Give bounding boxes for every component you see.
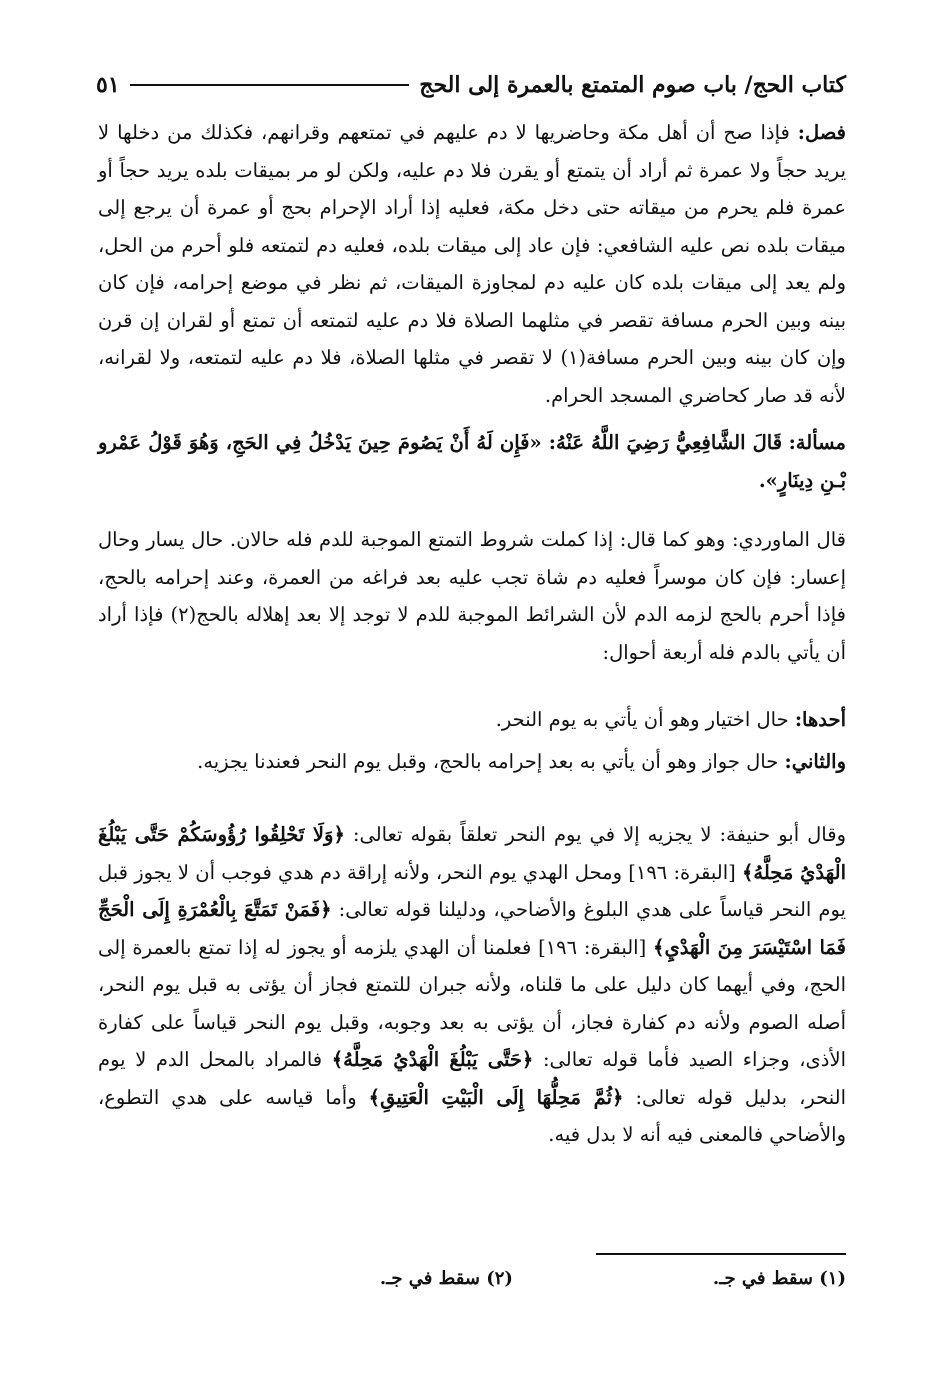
abu-hanifa-text-5: وأما قياسه على هدي التطوع، والأضاحي فالمعنى فيه أنه لا بدل فيه. bbox=[98, 1085, 846, 1146]
state2-paragraph bbox=[98, 743, 846, 781]
abu-hanifa-paragraph bbox=[98, 816, 846, 1154]
page-number: ٥١ bbox=[96, 72, 120, 98]
state2-text: حال جواز وهو أن يأتي به بعد إحرامه بالحج، وقبل يوم النحر فعندنا يجزيه. bbox=[197, 749, 779, 773]
state2-label: والثاني: bbox=[784, 749, 846, 773]
fasl-paragraph bbox=[98, 114, 846, 414]
masala-text: قَالَ الشَّافِعِيُّ رَضِيَ اللَّهُ عَنْهُ: «فَإِن لَهُ أَنْ يَصُومَ حِينَ يَدْخُلُ فِي الحَجِ، وَهُوَ قَوْلُ عَمْرو بْـنِ دِينَارٍ». bbox=[98, 431, 846, 492]
quran-quote-2: ﴿فَمَنْ تَمَتَّعَ بِالْعُمْرَةِ إِلَى الْحَجِّ فَمَا اسْتَيْسَرَ مِنَ الْهَدْيِ﴾ bbox=[98, 898, 846, 959]
running-header bbox=[96, 62, 846, 108]
header-rule bbox=[130, 84, 410, 86]
fasl-label: فصل: bbox=[797, 121, 846, 144]
state1-paragraph bbox=[98, 701, 846, 739]
header-title: كتاب الحج/ باب صوم المتمتع بالعمرة إلى الحج bbox=[419, 72, 846, 98]
footnote-2: (٢) سقط في جـ. bbox=[379, 1268, 513, 1289]
quran-quote-4: ﴿ثُمَّ مَحِلُّهَا إِلَى الْبَيْتِ الْعَتِيقِ﴾ bbox=[368, 1085, 624, 1109]
abu-hanifa-text-3: [البقرة: ١٩٦] فعلمنا أن الهدي يلزمه أو يجوز له إذا تمتع بالعمرة إلى الحج، وفي أيهما كان دليل على ما قلناه، ولأنه جبران للتمتع فجاز أن يؤتى به قبل يوم النحر، أصله الصوم ولأنه دم كفارة فجاز، أن يؤتى به بعد وجوبه، وقبل يوم النحر قياساً على كفارة الأذى، وجزاء الصيد فأما قوله تعالى: bbox=[98, 935, 847, 1071]
mawardi-text: قال الماوردي: وهو كما قال: إذا كملت شروط التمتع الموجبة للدم فله حالان. حال يسار وحال إعسار: فإن كان موسراً فعليه دم شاة تجب عليه بعد فراغه من العمرة، وعند إحرامه بالحج، فإذا أحرم بالحج لزمه الدم لأن الشرائط الموجبة للدم لا توجد إلا بعد إهلاله بالحج(٢) فإذا أراد أن يأتي بالدم فله أربعة أحوال: bbox=[98, 528, 846, 664]
abu-hanifa-text-1: وقال أبو حنيفة: لا يجزيه إلا في يوم النحر تعلقاً بقوله تعالى: bbox=[352, 823, 846, 846]
state1-text: حال اختيار وهو أن يأتي به يوم النحر. bbox=[495, 708, 789, 731]
masala-paragraph bbox=[98, 424, 846, 499]
footnote-divider bbox=[596, 1253, 846, 1255]
abu-hanifa-text-2: [البقرة: ١٩٦] ومحل الهدي يوم النحر، ولأنه إراقة دم هدي فوجب أن لا يجوز قبل يوم النحر قياساً على هدي البلوغ والأضاحي، ودليلنا قوله تعالى: bbox=[98, 860, 846, 921]
quran-quote-1: ﴿وَلَا تَحْلِقُوا رُؤُوسَكُمْ حَتَّى يَبْلُغَ الْهَدْيُ مَحِلَّهُ﴾ bbox=[98, 823, 846, 884]
abu-hanifa-text-4: فالمراد بالمحل الدم لا يوم النحر، بدليل قوله تعالى: bbox=[98, 1048, 847, 1109]
footnotes bbox=[98, 1268, 846, 1289]
fasl-text: فإذا صح أن أهل مكة وحاضريها لا دم عليهم في تمتعهم وقرانهم، فكذلك من دخلها لا يريد حجاً ولا عمرة ثم أراد أن يتمتع أو يقرن فلا دم عليه، ولكن لو مر بميقات بلده يريد حجاً أو عمرة فلم يحرم من ميقاته حتى دخل مكة، فعليه إذا أراد الإحرام بحج أو عمرة أن يرجع إلى ميقات بلده نص عليه الشافعي: فإن عاد إلى ميقات بلده، فعليه دم لتمتعه فلو أحرم من الحل، ولم يعد إلى ميقات بلده كان عليه دم لمجاوزة الميقات، ثم نظر في موضع إحرامه، فإن كان بينه وبين الحرم مسافة تقصر في مثلهما الصلاة فلا دم عليه لتمتعه أن تمتع أو لقران إن قرن وإن كان بينه وبين الحرم مسافة(١) لا تقصر في مثلها الصلاة، فلا دم عليه لتمتعه، ولا لقرانه، لأنه قد صار كحاضري المسجد الحرام. bbox=[98, 121, 846, 407]
footnote-1: (١) سقط في جـ. bbox=[712, 1268, 846, 1289]
mawardi-paragraph bbox=[98, 521, 846, 671]
main-text bbox=[98, 114, 846, 1154]
state1-label: أحدها: bbox=[794, 708, 846, 731]
quran-quote-3: ﴿حَتَّى يَبْلُغَ الْهَدْيُ مَحِلَّهُ﴾ bbox=[331, 1048, 534, 1071]
masala-label: مسألة: bbox=[788, 431, 846, 454]
